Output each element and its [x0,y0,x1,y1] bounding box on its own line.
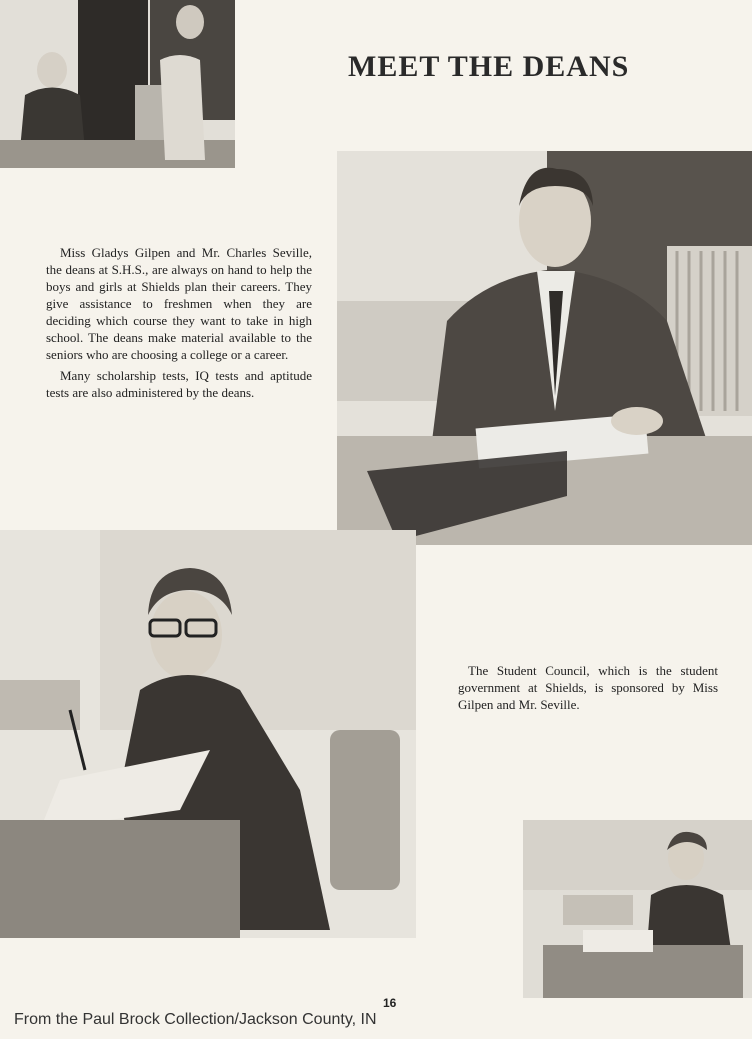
page-title: MEET THE DEANS [348,50,630,83]
collection-credit: From the Paul Brock Collection/Jackson County, IN [14,1011,377,1028]
photo-large-man [337,151,752,545]
photo-small-top-left [0,0,235,168]
man-in-suit-at-desk-image [337,151,752,545]
photo-large-woman [0,530,416,938]
deans-intro-paragraph-2: Many scholarship tests, IQ tests and aptitude tests are also administered by the deans. [46,368,312,400]
woman-with-glasses-writing-image [0,530,416,938]
deans-intro-paragraph-1: Miss Gladys Gilpen and Mr. Charles Seville, the deans at S.H.S., are always on hand to help the boys and girls at Shields plan their careers. They give assistance to freshmen when they are deciding which course they want to take in high school. The deans make material available to the seniors who are choosing a college or a career. [46,245,312,362]
page-number: 16 [383,996,397,1010]
woman-at-desk-image [523,820,752,998]
deans-intro-caption [46,244,312,405]
man-at-desk-with-student-image [0,0,235,168]
student-council-caption: The Student Council, which is the student government at Shields, is sponsored by Miss Gilpen and Mr. Seville. [458,663,718,712]
photo-small-bottom-right [523,820,752,998]
